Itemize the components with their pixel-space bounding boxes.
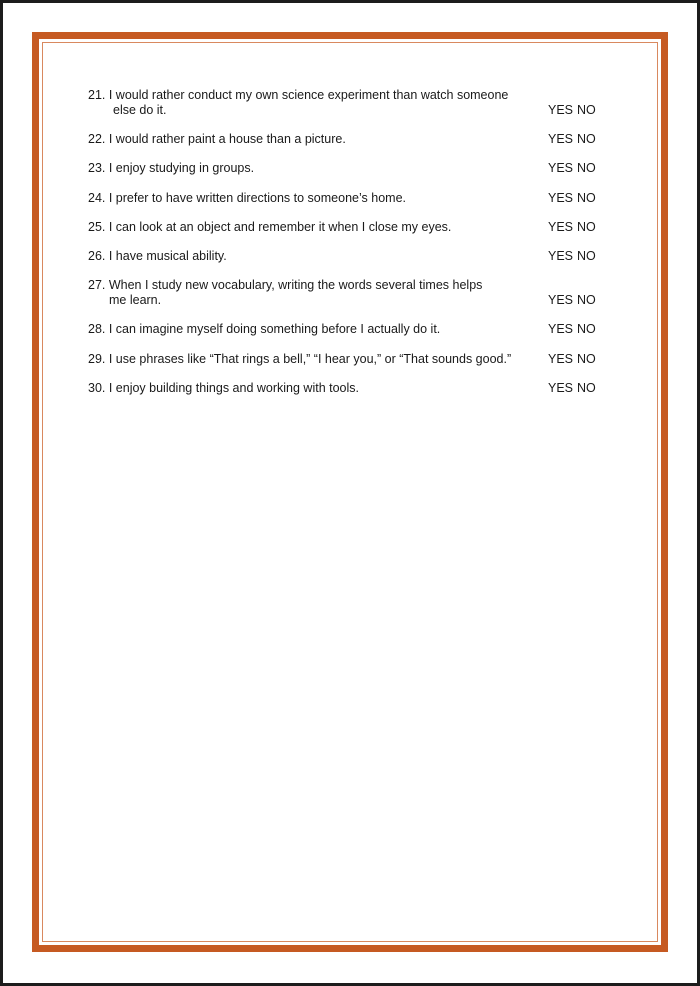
- yes-option[interactable]: YES: [548, 220, 574, 234]
- question-25: [88, 220, 608, 235]
- yes-option[interactable]: YES: [548, 322, 574, 336]
- question-22: [88, 132, 608, 147]
- page-border-inner-line: [42, 42, 658, 942]
- yes-no-options: [548, 381, 596, 396]
- question-text: 23. I enjoy studying in groups.: [88, 161, 255, 175]
- question-text: 25. I can look at an object and remember it when I close my eyes.: [88, 220, 452, 234]
- question-text-continued: me learn.: [109, 293, 162, 307]
- question-23: [88, 161, 608, 176]
- no-option[interactable]: NO: [577, 191, 596, 205]
- question-text: 27. When I study new vocabulary, writing the words several times helps: [88, 278, 483, 292]
- question-24: [88, 191, 608, 206]
- yes-no-options: [548, 220, 596, 235]
- yes-no-options: [548, 161, 596, 176]
- no-option[interactable]: NO: [577, 161, 596, 175]
- yes-no-options: [548, 249, 596, 264]
- yes-option[interactable]: YES: [548, 249, 574, 263]
- no-option[interactable]: NO: [577, 249, 596, 263]
- yes-no-options: [548, 322, 596, 337]
- yes-option[interactable]: YES: [548, 293, 574, 307]
- yes-no-options: [548, 293, 596, 308]
- question-text: 28. I can imagine myself doing something before I actually do it.: [88, 322, 441, 336]
- question-text: 29. I use phrases like “That rings a bell,” “I hear you,” or “That sounds good.”: [88, 352, 512, 366]
- question-text: 30. I enjoy building things and working with tools.: [88, 381, 359, 395]
- yes-option[interactable]: YES: [548, 103, 574, 117]
- no-option[interactable]: NO: [577, 352, 596, 366]
- no-option[interactable]: NO: [577, 293, 596, 307]
- question-text: 21. I would rather conduct my own science experiment than watch someone: [88, 88, 509, 102]
- question-text-continued: else do it.: [113, 103, 167, 117]
- yes-no-options: [548, 103, 596, 118]
- question-27: [88, 278, 608, 308]
- question-21: [88, 88, 608, 118]
- yes-no-options: [548, 352, 596, 367]
- no-option[interactable]: NO: [577, 220, 596, 234]
- yes-option[interactable]: YES: [548, 381, 574, 395]
- yes-option[interactable]: YES: [548, 132, 574, 146]
- no-option[interactable]: NO: [577, 322, 596, 336]
- yes-option[interactable]: YES: [548, 352, 574, 366]
- yes-no-options: [548, 132, 596, 147]
- yes-option[interactable]: YES: [548, 161, 574, 175]
- no-option[interactable]: NO: [577, 132, 596, 146]
- question-26: [88, 249, 608, 264]
- question-30: [88, 381, 608, 396]
- no-option[interactable]: NO: [577, 103, 596, 117]
- question-text: 26. I have musical ability.: [88, 249, 227, 263]
- question-text: 24. I prefer to have written directions to someone’s home.: [88, 191, 406, 205]
- question-text: 22. I would rather paint a house than a picture.: [88, 132, 346, 146]
- yes-no-options: [548, 191, 596, 206]
- question-28: [88, 322, 608, 337]
- yes-option[interactable]: YES: [548, 191, 574, 205]
- no-option[interactable]: NO: [577, 381, 596, 395]
- question-29: [88, 352, 608, 367]
